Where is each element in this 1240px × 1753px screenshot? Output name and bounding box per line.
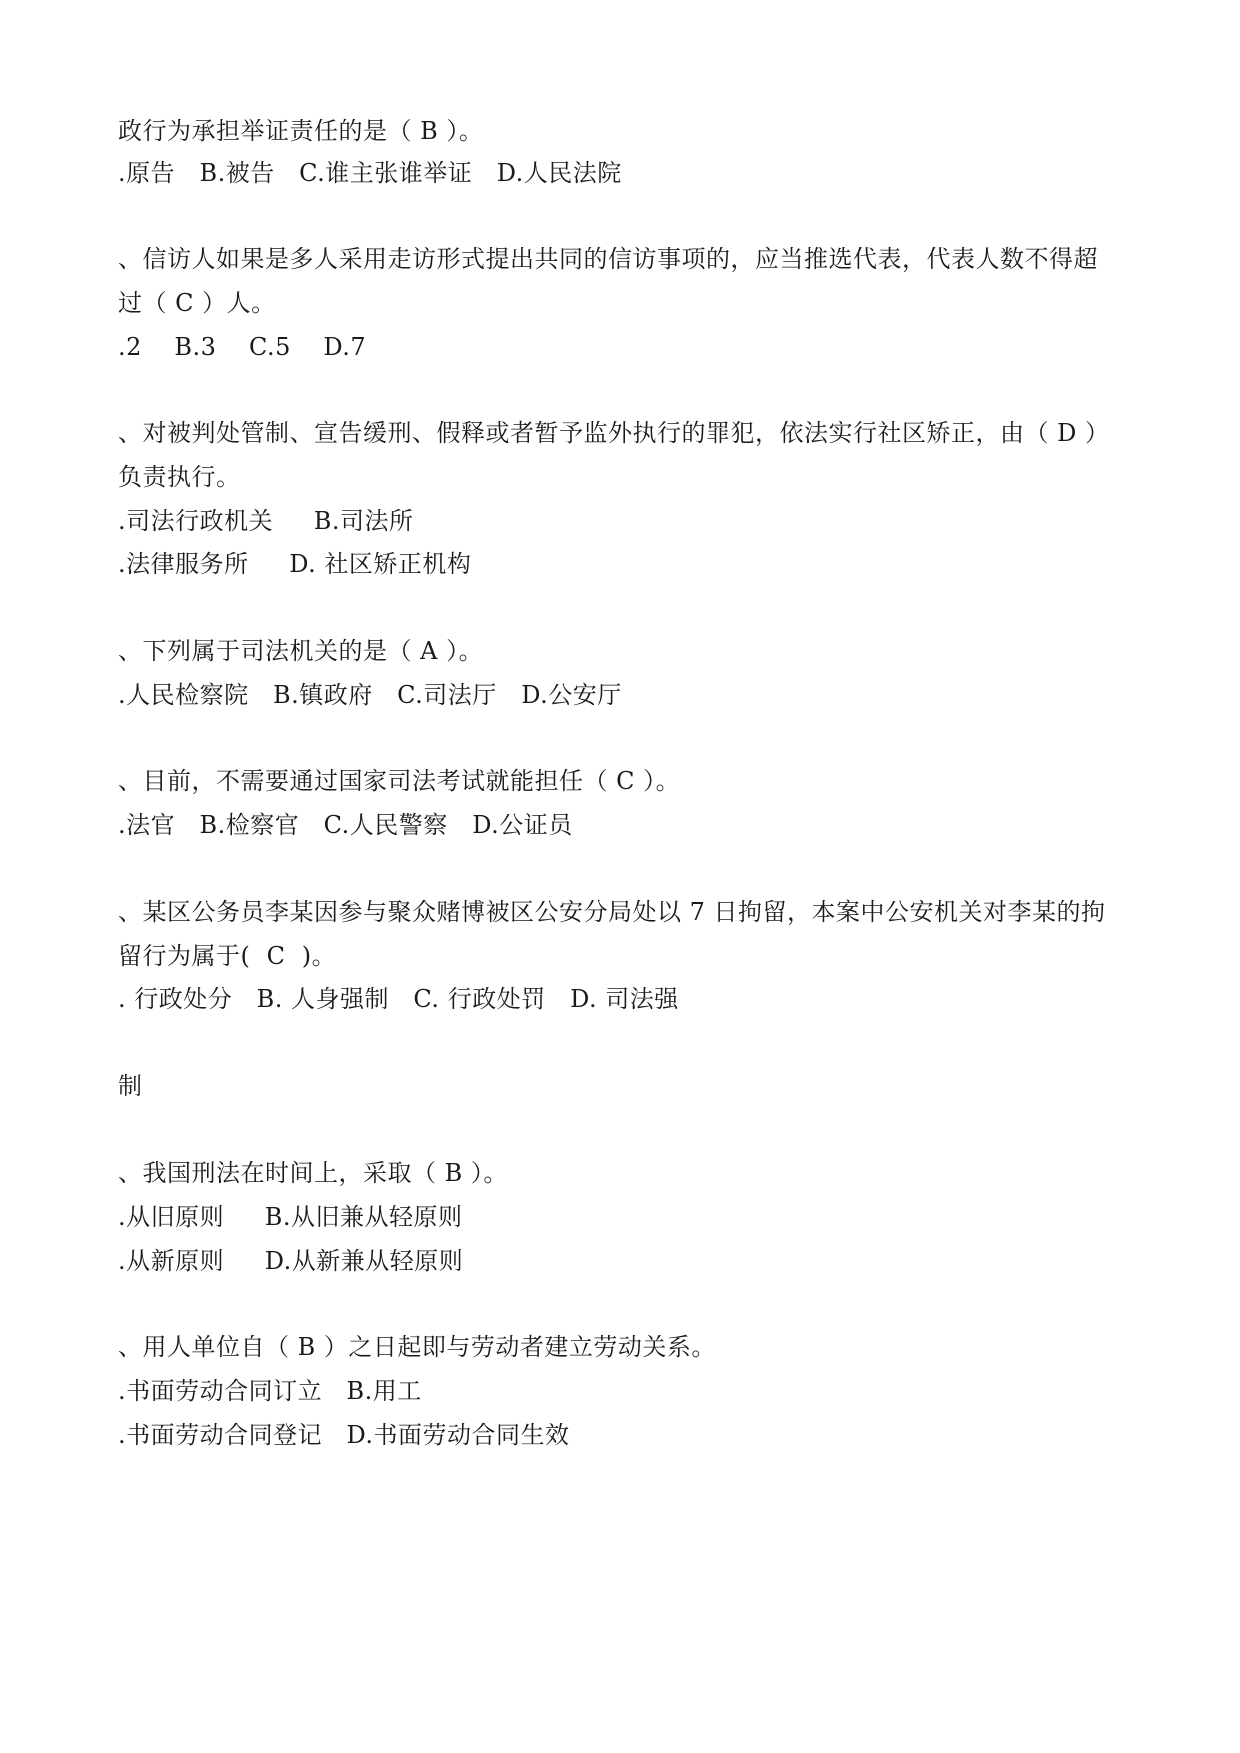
question-2-stem-continued: 过（ C ）人。 — [118, 289, 276, 317]
question-2-options: .2 B.3 C.5 D.7 — [118, 333, 367, 361]
question-1-options: .原告 B.被告 C.谁主张谁举证 D.人民法院 — [118, 159, 622, 187]
question-3-stem-continued: 负责执行。 — [118, 463, 241, 491]
question-6-stem-continued: 留行为属于( C )。 — [118, 942, 337, 970]
question-5-options: .法官 B.检察官 C.人民警察 D.公证员 — [118, 811, 573, 839]
question-3-stem: 、对被判处管制、宣告缓刑、假释或者暂予监外执行的罪犯，依法实行社区矫正，由（ D ） — [118, 419, 1110, 447]
question-6-options-continued: 制 — [118, 1072, 143, 1100]
question-5-stem: 、目前，不需要通过国家司法考试就能担任（ C ）。 — [118, 767, 681, 795]
question-6-options: . 行政处分 B. 人身强制 C. 行政处罚 D. 司法强 — [118, 985, 679, 1013]
question-1-stem: 政行为承担举证责任的是（ B ）。 — [118, 117, 484, 145]
question-6-stem: 、某区公务员李某因参与聚众赌博被区公安分局处以 7 日拘留，本案中公安机关对李某的拘 — [118, 898, 1106, 926]
question-2-stem: 、信访人如果是多人采用走访形式提出共同的信访事项的，应当推选代表，代表人数不得超 — [118, 245, 1098, 273]
question-7-stem: 、我国刑法在时间上，采取（ B ）。 — [118, 1159, 508, 1187]
question-8-options-row-2: .书面劳动合同登记 D.书面劳动合同生效 — [118, 1421, 570, 1449]
question-3-options-row-2: .法律服务所 D. 社区矫正机构 — [118, 550, 472, 578]
question-8-options-row-1: .书面劳动合同订立 B.用工 — [118, 1377, 422, 1405]
question-7-options-row-2: .从新原则 D.从新兼从轻原则 — [118, 1247, 464, 1275]
question-4-stem: 、下列属于司法机关的是（ A ）。 — [118, 637, 484, 665]
question-4-options: .人民检察院 B.镇政府 C.司法厅 D.公安厅 — [118, 681, 622, 709]
question-8-stem: 、用人单位自（ B ）之日起即与劳动者建立劳动关系。 — [118, 1333, 716, 1361]
question-3-options-row-1: .司法行政机关 B.司法所 — [118, 507, 414, 535]
question-7-options-row-1: .从旧原则 B.从旧兼从轻原则 — [118, 1203, 463, 1231]
